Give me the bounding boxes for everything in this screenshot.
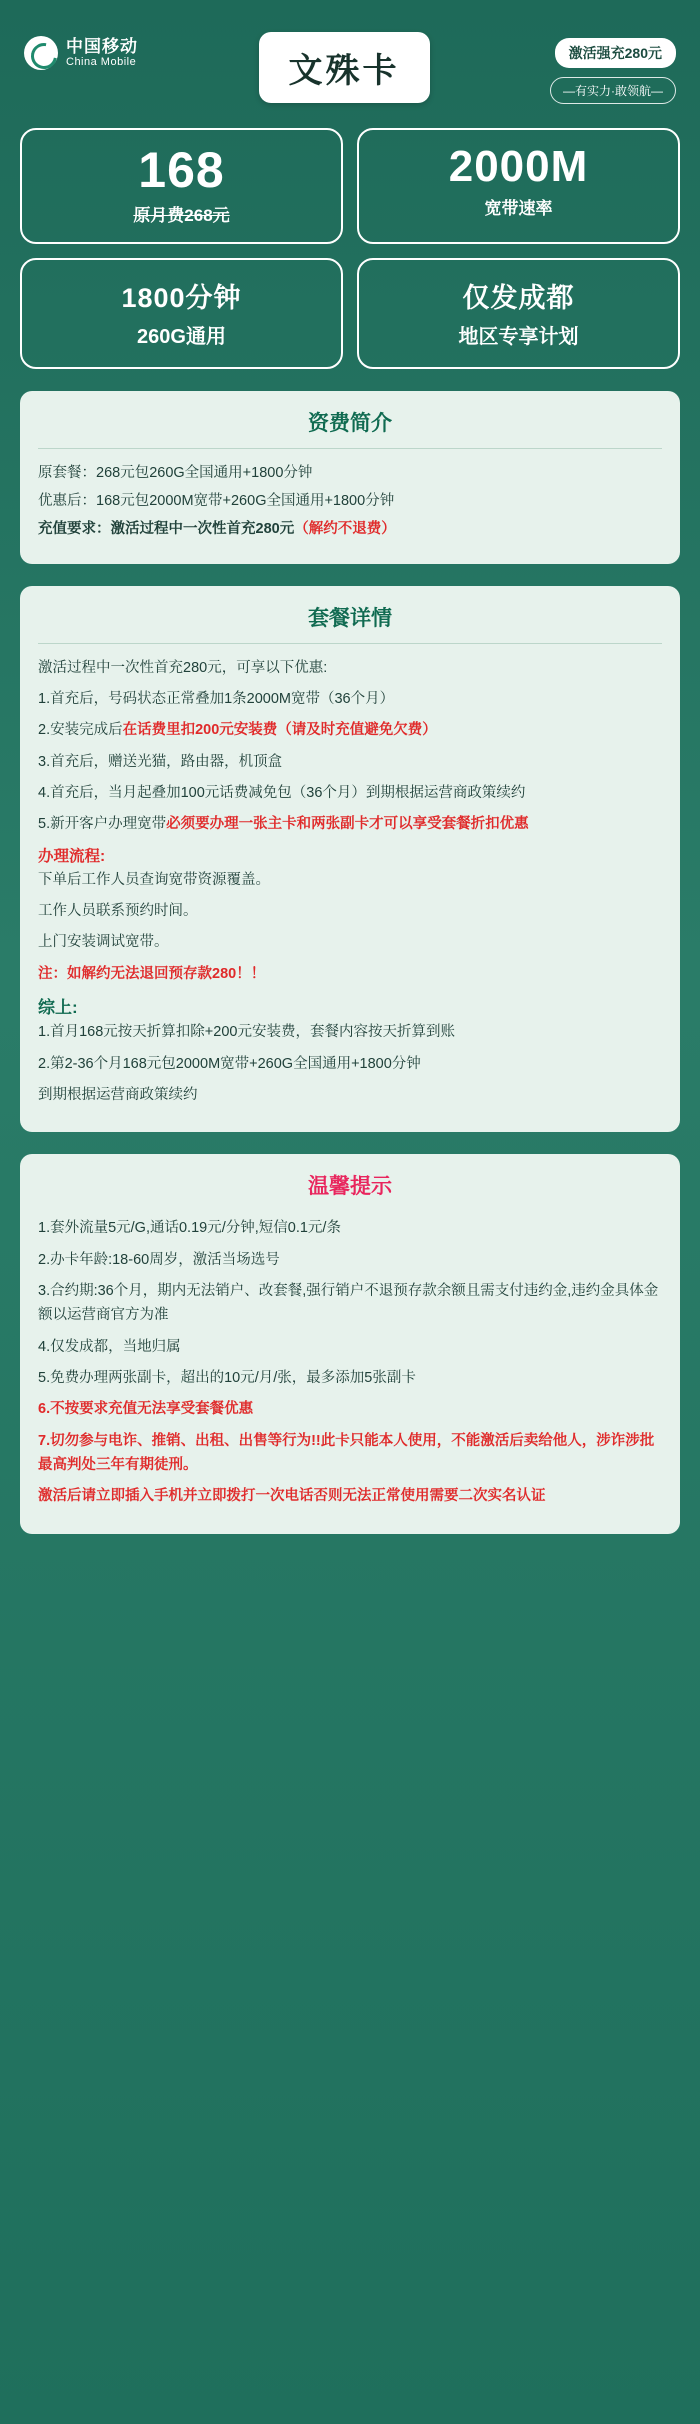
- data-value: 260G通用: [137, 325, 226, 348]
- brand-text: [66, 37, 138, 69]
- slogan-badge: —有实力·敢领航—: [550, 77, 676, 104]
- detail-item-2-prefix: 2.安装完成后: [38, 722, 123, 739]
- process-step-3: 上门安装调试宽带。: [38, 934, 169, 951]
- recharge-badge: 激活强充280元: [555, 38, 676, 68]
- brand-name-cn: 中国移动: [66, 36, 138, 56]
- area-box: [357, 258, 680, 369]
- process-heading: 办理流程:: [38, 847, 106, 865]
- detail-card-title: 套餐详情: [38, 602, 662, 644]
- detail-card: [20, 586, 680, 1133]
- summary-item-1: 1.首月168元按天折算扣除+200元安装费，套餐内容按天折算到账: [38, 1024, 455, 1041]
- detail-item-2: [38, 718, 662, 742]
- tip-item-5: 5.免费办理两张副卡，超出的10元/月/张，最多添加5张副卡: [38, 1370, 416, 1387]
- tips-card-title: 温馨提示: [308, 1175, 392, 1199]
- intro-card: [20, 391, 680, 564]
- tip-item-2: 2.办卡年龄:18-60周岁，激活当场选号: [38, 1251, 280, 1268]
- tips-card: [20, 1154, 680, 1534]
- detail-lead: 激活过程中一次性首充280元，可享以下优惠:: [38, 659, 328, 676]
- speed-box: [357, 128, 680, 244]
- process-step-1: 下单后工作人员查询宽带资源覆盖。: [38, 871, 270, 888]
- brand-logo: [24, 22, 138, 70]
- header-badges: [550, 22, 676, 104]
- intro-recharge-label: 充值要求：激活过程中一次性首充280元: [38, 521, 295, 538]
- brand-name-en: China Mobile: [66, 56, 137, 69]
- highlight-row-secondary: [20, 258, 680, 369]
- detail-item-3: 3.首充后，赠送光猫，路由器，机顶盒: [38, 753, 283, 770]
- speed-value: 2000M: [448, 142, 589, 191]
- speed-label: 宽带速率: [484, 199, 553, 219]
- page-header: [20, 18, 680, 114]
- highlight-row-primary: [20, 128, 680, 244]
- price-value: 168: [138, 142, 225, 198]
- price-original: 原月费268元: [133, 205, 230, 225]
- tip-item-7: 7.切勿参与电诈、推销、出租、出售等行为!!此卡只能本人使用，不能激活后卖给他人，涉诈涉批最高判处三年有期徒刑。: [38, 1432, 655, 1474]
- summary-item-2: 2.第2-36个月168元包2000M宽带+260G全国通用+1800分钟: [38, 1055, 421, 1072]
- detail-item-5: [38, 812, 662, 836]
- intro-recharge-note: （解约不退费）: [294, 521, 396, 538]
- tip-item-8: 激活后请立即插入手机并立即拨打一次电话否则无法正常使用需要二次实名认证: [38, 1488, 546, 1505]
- intro-card-title: 资费简介: [38, 407, 662, 449]
- tip-item-1: 1.套外流量5元/G,通话0.19元/分钟,短信0.1元/条: [38, 1220, 341, 1237]
- area-value: 仅发成都: [462, 282, 575, 313]
- intro-row-recharge: [38, 517, 662, 541]
- price-box: [20, 128, 343, 244]
- minutes-value: 1800分钟: [121, 282, 242, 313]
- process-step-2: 工作人员联系预约时间。: [38, 903, 198, 920]
- page-title: 文殊卡: [288, 52, 400, 90]
- detail-item-1: 1.首充后，号码状态正常叠加1条2000M宽带（36个月）: [38, 690, 395, 707]
- intro-row-original: 原套餐：268元包260G全国通用+1800分钟: [38, 464, 313, 481]
- product-title-badge: [259, 32, 430, 103]
- tip-item-6: 6.不按要求充值无法享受套餐优惠: [38, 1401, 254, 1418]
- detail-item-4: 4.首充后，当月起叠加100元话费减免包（36个月）到期根据运营商政策续约: [38, 785, 526, 802]
- minutes-box: [20, 258, 343, 369]
- process-warning: 注：如解约无法退回预存款280！！: [38, 965, 266, 982]
- tip-item-4: 4.仅发成都，当地归属: [38, 1338, 181, 1355]
- detail-item-5-highlight: 必须要办理一张主卡和两张副卡才可以享受套餐折扣优惠: [166, 816, 529, 833]
- area-note: 地区专享计划: [458, 325, 579, 348]
- summary-item-3: 到期根据运营商政策续约: [38, 1086, 198, 1103]
- summary-heading: 综上:: [38, 998, 78, 1018]
- intro-row-discount: 优惠后：168元包2000M宽带+260G全国通用+1800分钟: [38, 492, 395, 509]
- detail-item-5-prefix: 5.新开客户办理宽带: [38, 816, 167, 833]
- china-mobile-logo-icon: [24, 36, 58, 70]
- detail-item-2-highlight: 在话费里扣200元安装费（请及时充值避免欠费）: [122, 722, 437, 739]
- tip-item-3: 3.合约期:36个月，期内无法销户、改套餐,强行销户不退预存款余额且需支付违约金,违约金具体金额以运营商官方为准: [38, 1282, 659, 1324]
